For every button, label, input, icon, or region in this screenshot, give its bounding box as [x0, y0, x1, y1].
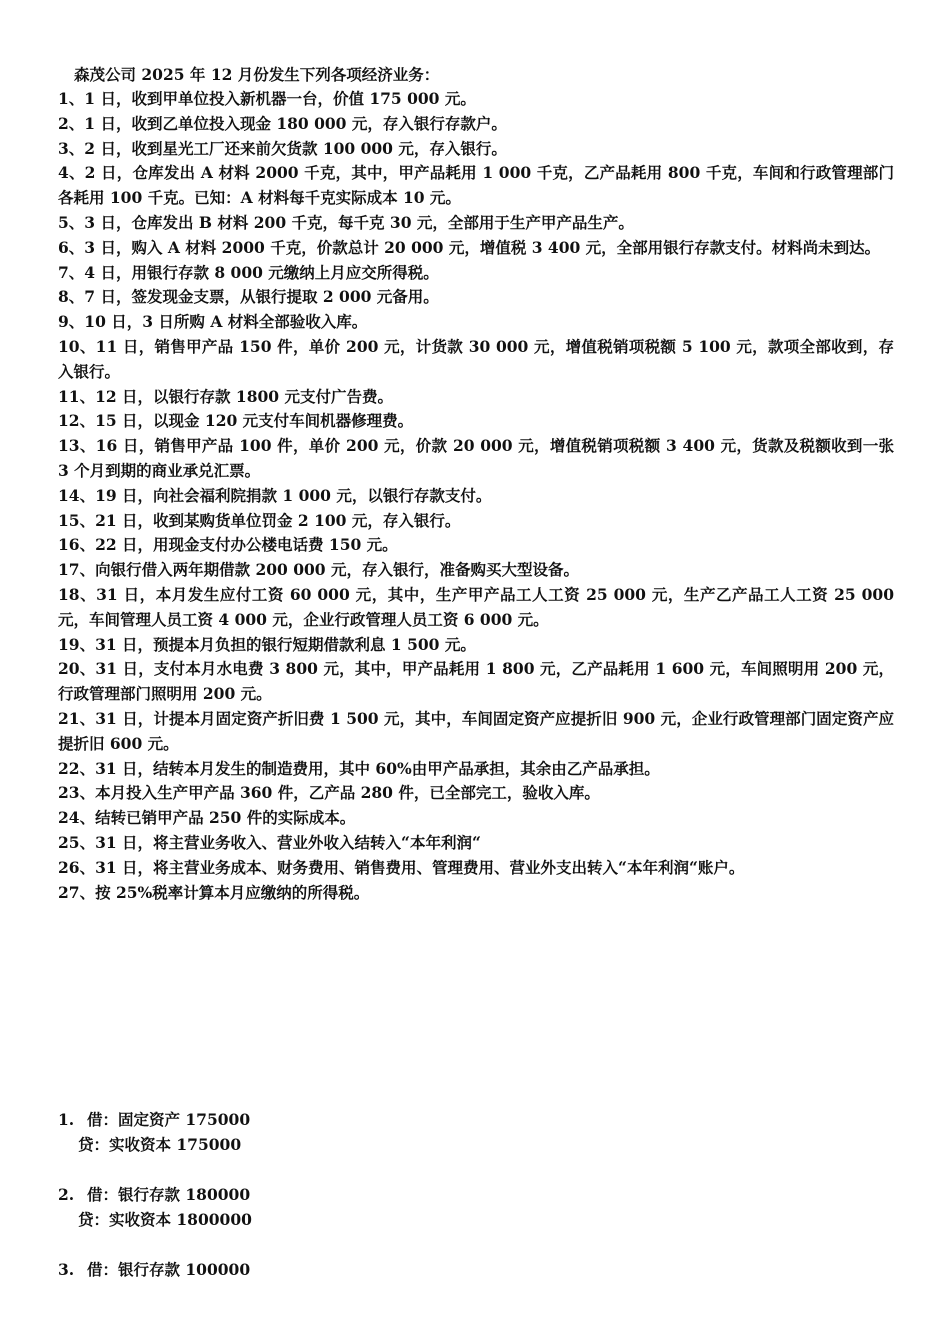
debit-line [58, 1257, 894, 1282]
transaction-item: 27、按 25%税率计算本月应缴纳的所得税。 [58, 882, 370, 902]
transaction-item: 2、1 日，收到乙单位投入现金 180 000 元，存入银行存款户。 [58, 113, 507, 133]
debit-line [58, 1182, 894, 1207]
journal-entry [58, 1182, 894, 1232]
entry-number: 3. [58, 1260, 75, 1279]
entry-number: 2. [58, 1185, 75, 1204]
transaction-item: 12、15 日，以现金 120 元支付车间机器修理费。 [58, 411, 414, 431]
transaction-list [58, 87, 894, 905]
transaction-item: 19、31 日，预提本月负担的银行短期借款利息 1 500 元。 [58, 634, 476, 654]
transaction-item: 23、本月投入生产甲产品 360 件，乙产品 280 件，已全部完工，验收入库。 [58, 783, 600, 803]
document-body [58, 62, 894, 905]
transaction-item: 8、7 日，签发现金支票，从银行提取 2 000 元备用。 [58, 287, 439, 307]
transaction-item: 6、3 日，购入 A 材料 2000 千克，价款总计 20 000 元，增值税 3 400 元，全部用银行存款支付。材料尚未到达。 [58, 237, 881, 257]
transaction-item: 24、结转已销甲产品 250 件的实际成本。 [58, 808, 356, 828]
transaction-item: 10、11 日，销售甲产品 150 件，单价 200 元，计货款 30 000 元，增值税销项税额 5 100 元，款项全部收到，存入银行。 [58, 336, 894, 381]
transaction-item: 4、2 日，仓库发出 A 材料 2000 千克，其中，甲产品耗用 1 000 千克，乙产品耗用 800 千克，车间和行政管理部门各耗用 100 千克。已知：A 材料每千克实际成本 10 元。 [58, 163, 894, 208]
credit-line: 贷：实收资本 1800000 [78, 1210, 252, 1229]
transaction-item: 7、4 日，用银行存款 8 000 元缴纳上月应交所得税。 [58, 262, 439, 282]
entry-number: 1. [58, 1110, 75, 1129]
journal-entry [58, 1107, 894, 1157]
transaction-item: 18、31 日，本月发生应付工资 60 000 元，其中，生产甲产品工人工资 25 000 元，生产乙产品工人工资 25 000 元，车间管理人员工资 4 000 元，企业行政管理人员工资 6 000 元。 [58, 584, 894, 629]
transaction-item: 17、向银行借入两年期借款 200 000 元，存入银行，准备购买大型设备。 [58, 560, 579, 580]
transaction-item: 1、1 日，收到甲单位投入新机器一台，价值 175 000 元。 [58, 89, 476, 108]
journal-entry [58, 1257, 894, 1282]
transaction-item: 9、10 日，3 日所购 A 材料全部验收入库。 [58, 312, 368, 332]
transaction-item: 13、16 日，销售甲产品 100 件，单价 200 元，价款 20 000 元，增值税销项税额 3 400 元，货款及税额收到一张 3 个月到期的商业承兑汇票。 [58, 436, 894, 480]
intro-text: 森茂公司 2025 年 12 月份发生下列各项经济业务： [74, 65, 440, 84]
debit-text: 借：银行存款 180000 [87, 1185, 251, 1204]
debit-text: 借：固定资产 175000 [87, 1110, 251, 1129]
transaction-item: 21、31 日，计提本月固定资产折旧费 1 500 元，其中，车间固定资产应提折旧 900 元，企业行政管理部门固定资产应提折旧 600 元。 [58, 708, 894, 753]
debit-line [58, 1107, 894, 1132]
transaction-item: 25、31 日，将主营业务收入、营业外收入结转入“本年利润“ [58, 832, 481, 852]
transaction-item: 3、2 日，收到星光工厂还来前欠货款 100 000 元，存入银行。 [58, 138, 507, 158]
transaction-item: 5、3 日，仓库发出 B 材料 200 千克，每千克 30 元，全部用于生产甲产品生产。 [58, 212, 634, 232]
transaction-item: 22、31 日，结转本月发生的制造费用，其中 60%由甲产品承担，其余由乙产品承担。 [58, 758, 660, 778]
transaction-item: 15、21 日，收到某购货单位罚金 2 100 元，存入银行。 [58, 510, 461, 530]
transaction-item: 11、12 日，以银行存款 1800 元支付广告费。 [58, 386, 393, 406]
credit-line: 贷：实收资本 175000 [78, 1135, 242, 1154]
transaction-item: 14、19 日，向社会福利院捐款 1 000 元，以银行存款支付。 [58, 485, 492, 505]
transaction-item: 26、31 日，将主营业务成本、财务费用、销售费用、管理费用、营业外支出转入“本年利润“账户。 [58, 857, 745, 877]
transaction-item: 20、31 日，支付本月水电费 3 800 元，其中，甲产品耗用 1 800 元，乙产品耗用 1 600 元，车间照明用 200 元，行政管理部门照明用 200 元。 [58, 659, 894, 704]
transaction-item: 16、22 日，用现金支付办公楼电话费 150 元。 [58, 535, 398, 555]
debit-text: 借：银行存款 100000 [87, 1260, 251, 1279]
journal-entries [58, 1107, 894, 1307]
